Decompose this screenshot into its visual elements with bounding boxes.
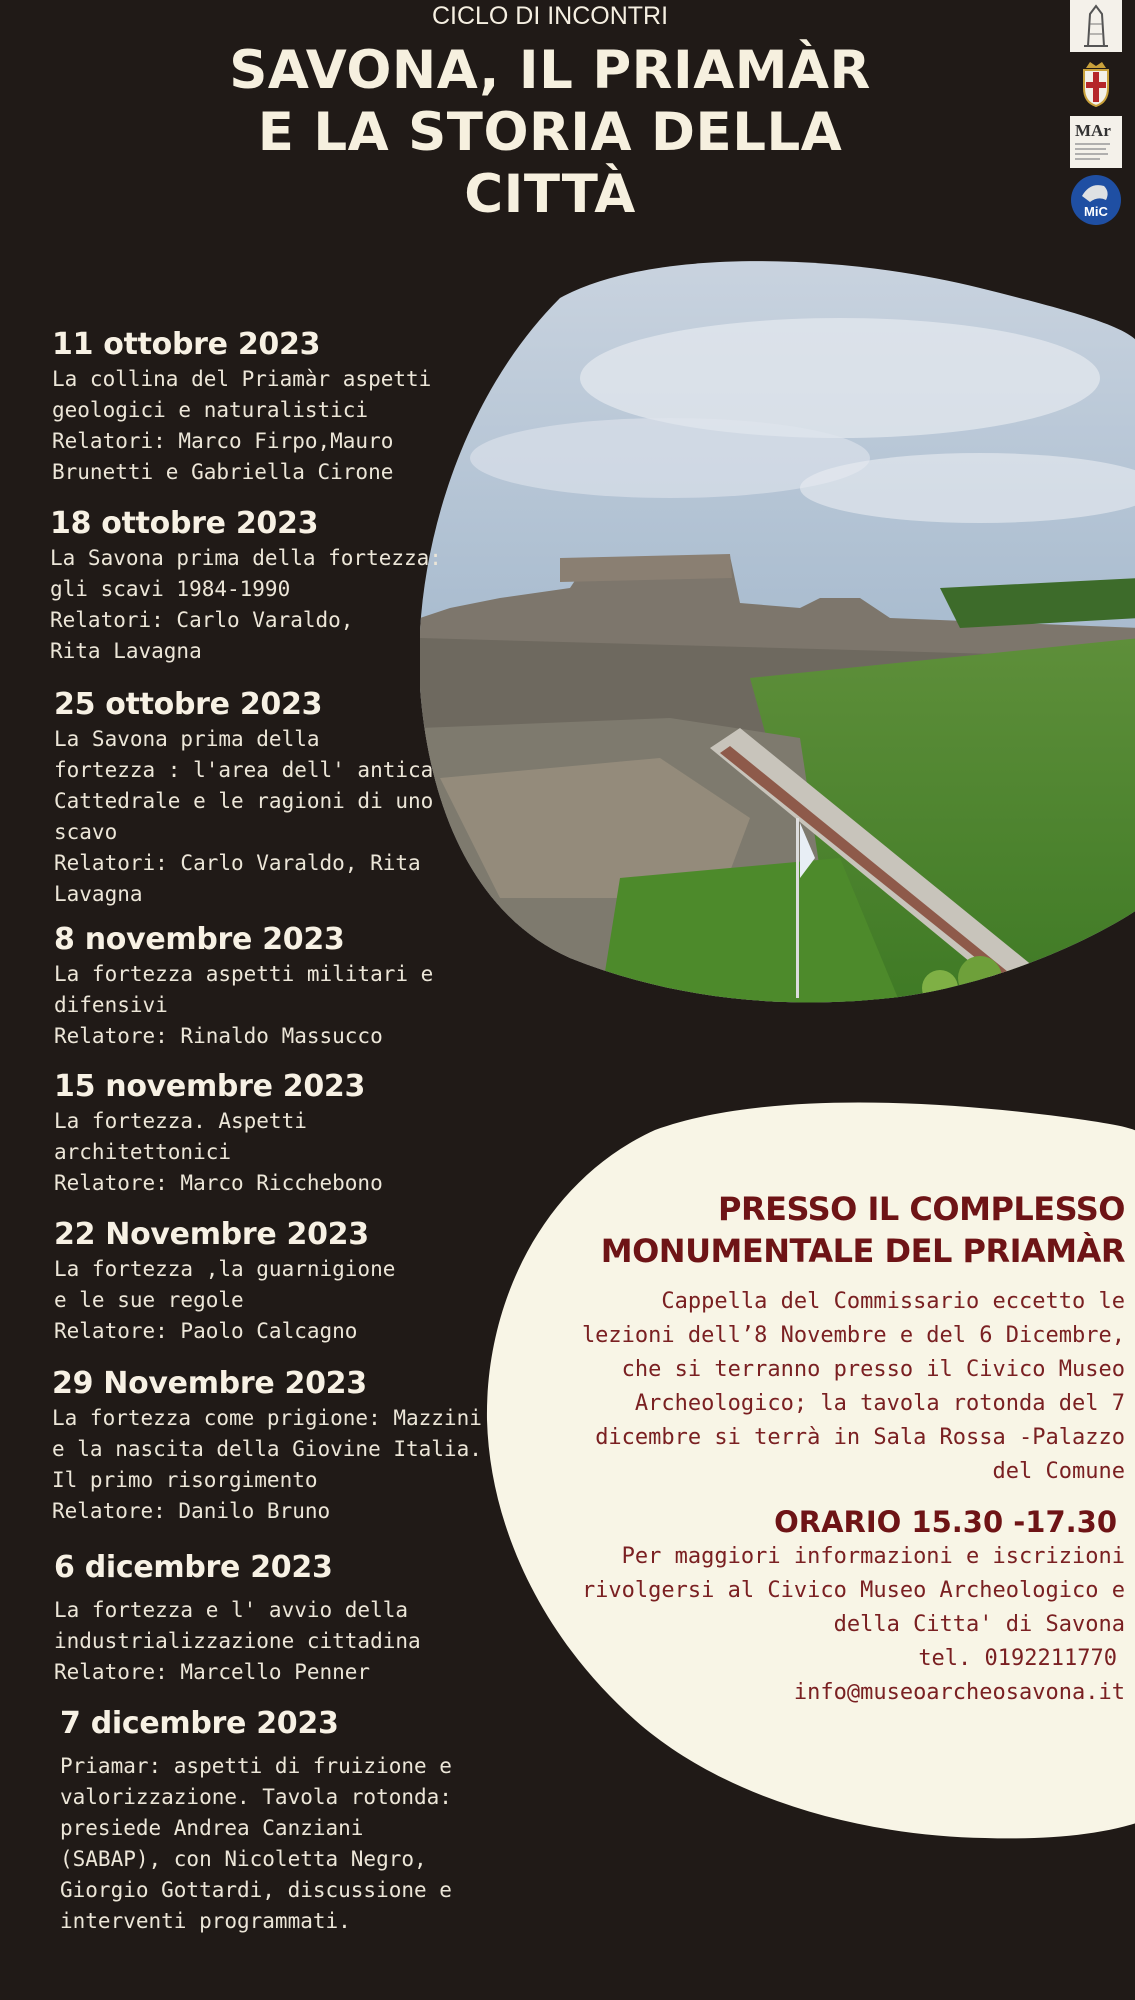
event-description: La collina del Priamàr aspetti geologici e naturalistici Relatori: Marco Firpo,Mauro Brunetti e Gabriella Cirone [52, 367, 432, 484]
tower-logo [1070, 0, 1122, 52]
event-date: 11 ottobre 2023 [52, 327, 321, 362]
city-crest-logo [1070, 58, 1122, 110]
priamar-fortress-photo [420, 258, 1135, 1003]
event-date: 25 ottobre 2023 [54, 687, 323, 722]
event-date: 18 ottobre 2023 [50, 506, 319, 541]
series-subtitle: CICLO DI INCONTRI [431, 2, 669, 30]
venue-title [485, 1188, 1125, 1272]
event-description: La fortezza ,la guarnigione e le sue regole Relatore: Paolo Calcagno [54, 1257, 396, 1343]
event-date: 8 novembre 2023 [54, 922, 345, 957]
event-date: 29 Novembre 2023 [52, 1366, 367, 1401]
event-item-2 [50, 505, 490, 667]
event-description: La Savona prima della fortezza : l'area dell' antica Cattedrale e le ragioni di uno scavo Relatori: Carlo Varaldo, Rita Lavagna [54, 727, 434, 906]
event-item-7 [52, 1365, 512, 1527]
event-date: 6 dicembre 2023 [54, 1550, 333, 1585]
contact-text: Per maggiori informazioni e iscrizioni rivolgersi al Civico Museo Archeologico e della Citta' di Savona [581, 1544, 1125, 1637]
opening-hours: ORARIO 15.30 -17.30 [774, 1505, 1117, 1539]
title-line-1: SAVONA, IL PRIAMÀR [229, 40, 871, 101]
museum-logo [1070, 116, 1122, 168]
mic-logo [1070, 174, 1122, 226]
event-item-3 [54, 686, 494, 910]
venue-details: Cappella del Commissario eccetto le lezioni dell’8 Novembre e del 6 Dicembre, che si terranno presso il Civico Museo Archeologico; la tavola rotonda del 7 dicembre si terrà in Sala Rossa -Palazzo del Comune [581, 1289, 1125, 1484]
contact-email[interactable]: info@museoarcheosavona.it [793, 1680, 1125, 1705]
sponsor-logos [1070, 0, 1126, 232]
event-description: La fortezza come prigione: Mazzini e la nascita della Giovine Italia. Il primo risorgimento Relatore: Danilo Bruno [52, 1406, 482, 1523]
event-item-4 [54, 921, 494, 1052]
event-date: 22 Novembre 2023 [54, 1217, 369, 1252]
poster-title [180, 40, 920, 226]
title-line-3: CITTÀ [464, 164, 636, 225]
contact-info [565, 1540, 1125, 1710]
event-date: 7 dicembre 2023 [60, 1706, 339, 1741]
event-description: La Savona prima della fortezza: gli scavi 1984-1990 Relatori: Carlo Varaldo, Rita Lavagna [50, 546, 442, 663]
event-description: La fortezza. Aspetti architettonici Relatore: Marco Ricchebono [54, 1109, 383, 1195]
event-item-1 [52, 326, 492, 488]
title-line-2: E LA STORIA DELLA [257, 102, 843, 163]
event-date: 15 novembre 2023 [54, 1069, 366, 1104]
mic-logo-text: MiC [1084, 204, 1108, 219]
event-item-6 [54, 1216, 494, 1347]
event-description: La fortezza aspetti militari e difensivi Relatore: Rinaldo Massucco [54, 962, 434, 1048]
venue-title-line-2: MONUMENTALE DEL PRIAMÀR [600, 1232, 1125, 1270]
event-item-5 [54, 1068, 494, 1199]
museum-logo-text: MAr [1075, 121, 1111, 140]
contact-phone: tel. 0192211770 [918, 1646, 1117, 1671]
venue-title-line-1: PRESSO IL COMPLESSO [718, 1190, 1125, 1228]
event-item-9 [60, 1705, 500, 1937]
event-description: La fortezza e l' avvio della industrializzazione cittadina Relatore: Marcello Penner [54, 1598, 421, 1684]
event-item-8 [54, 1549, 494, 1688]
event-description: Priamar: aspetti di fruizione e valorizzazione. Tavola rotonda: presiede Andrea Canziani (SABAP), con Nicoletta Negro, Giorgio Gottardi, discussione e interventi programmati. [60, 1754, 452, 1933]
